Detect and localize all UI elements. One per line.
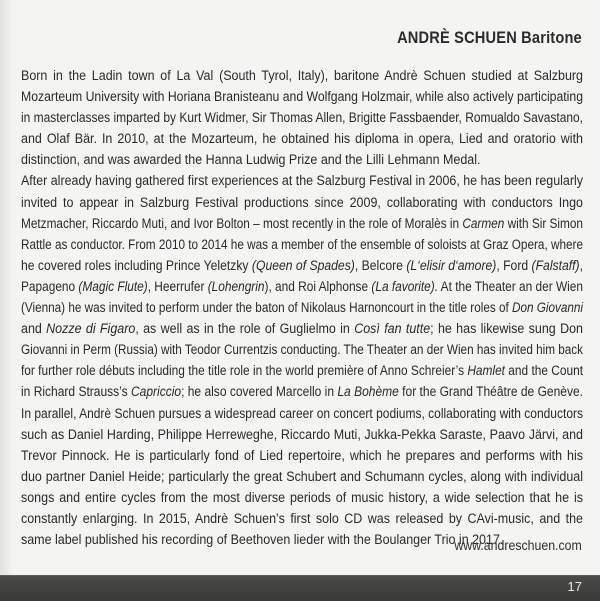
text-line-content: [21, 488, 583, 509]
text-line-content: [21, 87, 583, 108]
text-segment: After already having gathered first experiences at the Salzburg Festival in 2006, he has been regularly: [21, 173, 583, 190]
text-line: [21, 150, 583, 171]
text-segment: (Vienna) he was invited to perform under the baton of Nikolaus Harnoncourt in the title roles of: [21, 300, 512, 317]
text-line: [21, 488, 583, 509]
text-segment: ; he has likewise sung Don: [430, 321, 583, 338]
text-segment: for further role débuts including the title role in the world première of Anno Schreier’s: [21, 363, 468, 380]
text-line-content: [21, 150, 480, 171]
italic-title: Capriccio: [130, 384, 182, 401]
text-line: [21, 340, 583, 361]
text-line-content: [21, 277, 583, 298]
text-line: [21, 129, 583, 150]
text-line-content: [21, 108, 583, 129]
italic-title: Così fan tutte: [354, 321, 431, 338]
text-segment: ,: [579, 257, 583, 274]
italic-title: (Falstaff): [531, 257, 580, 274]
text-segment: ), and Roi Alphonse: [264, 278, 372, 295]
text-line-content: [21, 319, 583, 340]
italic-title: Carmen: [462, 215, 505, 232]
text-segment: Trevor Pinnock. He is particularly fond of Lied repertoire, which he prepares and performs with his: [21, 447, 583, 464]
italic-title: La Bohème: [337, 384, 399, 401]
text-segment: with Sir Simon: [504, 215, 583, 232]
text-segment: he covered roles including Prince Yeletzky: [21, 257, 252, 274]
text-line: [21, 214, 583, 235]
italic-title: (L‘elisir d‘amore): [406, 257, 497, 274]
text-line-content: [21, 129, 583, 150]
text-line-content: [21, 340, 583, 361]
text-segment: , Ford: [496, 257, 532, 274]
text-segment: same label published his recording of Beethoven lieder with the Boulanger Trio in 2017.: [21, 532, 504, 549]
text-segment: Born in the Ladin town of La Val (South Tyrol, Italy), baritone Andrè Schuen studied at Salzburg: [21, 68, 583, 84]
text-line: [21, 277, 583, 298]
text-segment: ; he also covered Marcello in: [181, 384, 338, 401]
text-segment: in Richard Strauss’s: [21, 384, 131, 401]
website-link[interactable]: www.andreschuen.com: [454, 537, 582, 553]
italic-title: (Lohengrin: [207, 278, 265, 295]
page-number: 17: [567, 579, 582, 594]
text-line: [21, 171, 583, 192]
text-segment: In parallel, Andrè Schuen pursues a widespread career on concert podiums, collaborating with conductors: [21, 405, 583, 422]
text-segment: and Olaf Bär. In 2010, at the Mozarteum, he obtained his diploma in opera, Lied and oratorio with: [21, 131, 583, 148]
text-line-content: [21, 361, 583, 382]
text-segment: , Belcore: [354, 257, 407, 274]
text-segment: and the Count: [504, 363, 583, 380]
text-line: [21, 108, 583, 129]
text-line: [21, 256, 583, 277]
text-line: [21, 87, 583, 108]
text-line: [21, 446, 583, 467]
text-line: [21, 319, 583, 340]
text-segment: Rattle as conductor. From 2010 to 2014 he was a member of the ensemble of soloists at Graz Opera, where: [21, 236, 583, 253]
text-segment: songs and entire cycles from the most diverse periods of music history, a wide selection that he is: [21, 489, 584, 506]
text-line: [21, 509, 583, 530]
text-segment: and: [21, 321, 47, 338]
text-line-content: [21, 171, 583, 192]
artist-name: ANDRÈ SCHUEN: [397, 28, 518, 47]
text-line: [21, 425, 583, 446]
text-line: [21, 298, 583, 319]
text-segment: Giovanni in Perm (Russia) with Teodor Currentzis conducting. The Theater an der Wien has invited him back: [21, 342, 583, 359]
italic-title: (Magic Flute): [78, 278, 148, 295]
text-line-content: [21, 530, 503, 551]
text-line: [21, 361, 583, 382]
italic-title: Hamlet: [467, 363, 505, 380]
text-line-content: [21, 509, 583, 530]
text-line-content: [21, 382, 583, 403]
text-line-content: [21, 235, 583, 256]
text-line: [21, 66, 583, 87]
text-line: [21, 382, 583, 403]
artist-voice-type: Baritone: [521, 28, 582, 47]
text-line-content: [21, 298, 583, 319]
text-segment: for the Grand Théâtre de Genève.: [398, 384, 583, 401]
text-segment: , as well as in the role of Guglielmo in: [135, 321, 355, 338]
text-segment: constantly enlarging. In 2015, Andrè Schuen’s first solo CD was released by CAvi-music, and the: [21, 510, 584, 527]
page-gutter-shadow: [0, 0, 14, 578]
text-segment: invited to appear in Salzburg Festival productions since 2009, collaborating with conductors Ingo: [21, 194, 584, 211]
text-segment: , Heerrufer: [147, 278, 208, 295]
text-segment: such as Daniel Harding, Philippe Herreweghe, Riccardo Muti, Jukka-Pekka Saraste, Paavo Järvi, and: [21, 426, 584, 443]
text-line-content: [21, 256, 583, 277]
text-line: [21, 235, 583, 256]
page-title: [397, 28, 582, 48]
italic-title: (La favorite).: [371, 278, 439, 295]
text-line-content: [21, 404, 583, 425]
text-segment: Papageno: [21, 278, 79, 295]
text-segment: duo partner Daniel Heide; particularly the great Schubert and Schumann cycles, along with individual: [21, 468, 584, 485]
text-line-content: [21, 193, 583, 214]
text-segment: distinction, and was awarded the Hanna Ludwig Prize and the Lilli Lehmann Medal.: [21, 152, 481, 169]
text-segment: Metzmacher, Riccardo Muti, and Ivor Bolton – most recently in the role of Moralès in: [21, 215, 463, 232]
text-line: [21, 193, 583, 214]
text-line-content: [21, 467, 583, 488]
text-line: [21, 467, 583, 488]
biography-text: [21, 66, 583, 551]
italic-title: Nozze di Figaro: [46, 321, 136, 338]
text-line-content: [21, 446, 583, 467]
text-line: [21, 404, 583, 425]
footer-bar: [0, 575, 600, 601]
text-line-content: [21, 214, 583, 235]
italic-title: Don Giovanni: [511, 300, 583, 317]
text-line-content: [21, 66, 583, 87]
italic-title: (Queen of Spades): [251, 257, 355, 274]
text-segment: Mozarteum University with Horiana Branisteanu and Wolfgang Holzmair, while also actively participating: [21, 89, 583, 106]
text-segment: At the Theater an der Wien: [438, 278, 583, 295]
text-segment: in masterclasses imparted by Kurt Widmer, Sir Thomas Allen, Brigitte Fassbaender, Romualdo Savastano,: [21, 110, 583, 127]
text-line-content: [21, 425, 583, 446]
